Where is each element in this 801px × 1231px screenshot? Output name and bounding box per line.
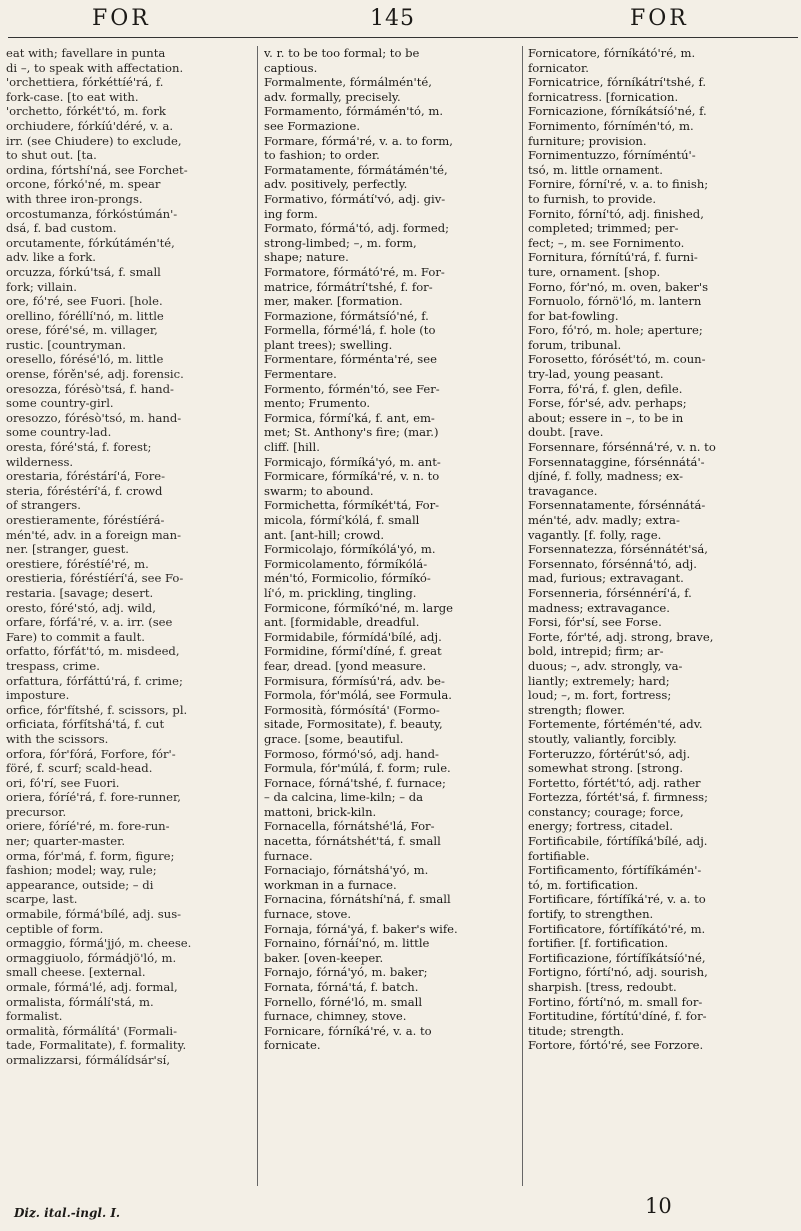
dictionary-line: orestieria, fóréstíérí'á, see Fo- bbox=[6, 571, 184, 586]
dictionary-line: Fornata, fórná'tá, f. batch. bbox=[264, 980, 419, 994]
dictionary-line: Fortore, fórtó'ré, see Forzore. bbox=[528, 1038, 704, 1053]
dictionary-line: strength; flower. bbox=[528, 702, 626, 717]
dictionary-line: Formativo, fórmátí'vó, adj. giv- bbox=[264, 191, 446, 206]
dictionary-line: Fornitura, fórnítú'rá, f. furni- bbox=[528, 250, 698, 265]
dictionary-line: titude; strength. bbox=[528, 1023, 625, 1038]
dictionary-line: Formisura, fórmísú'rá, adv. be- bbox=[264, 673, 445, 688]
dictionary-line: Forsennataggine, fórsénnátá'- bbox=[528, 454, 705, 469]
dictionary-line: furniture; provision. bbox=[528, 133, 647, 148]
dictionary-line: Fortezza, fórtét'sá, f. firmness; bbox=[528, 790, 709, 805]
dictionary-line: oriera, fóríé'rá, f. fore-runner, bbox=[6, 790, 181, 805]
dictionary-line: fortifiable. bbox=[528, 848, 590, 863]
dictionary-line: with three iron-prongs. bbox=[6, 191, 143, 206]
dictionary-line: v. r. to be too formal; to be bbox=[264, 46, 420, 60]
dictionary-line: Forte, fór'té, adj. strong, brave, bbox=[528, 629, 714, 644]
dictionary-line: Forosetto, fórósét'tó, m. coun- bbox=[528, 352, 706, 367]
dictionary-line: doubt. [rave. bbox=[528, 425, 604, 440]
dictionary-line: plant trees); swelling. bbox=[264, 337, 393, 352]
dictionary-line: Fornuolo, fórnö'ló, m. lantern bbox=[528, 294, 702, 309]
dictionary-line: irr. (see Chiudere) to exclude, bbox=[6, 133, 182, 148]
dictionary-line: ture, ornament. [shop. bbox=[528, 264, 661, 279]
dictionary-line: orfattura, fórfáttú'rá, f. crime; bbox=[6, 673, 183, 688]
dictionary-line: Forra, fó'rá, f. glen, defile. bbox=[528, 381, 683, 396]
dictionary-line: completed; trimmed; per- bbox=[528, 221, 679, 236]
dictionary-line: Forsennato, fórsénná'tó, adj. bbox=[528, 556, 697, 571]
dictionary-line: Formosità, fórmósítá' (Formo- bbox=[264, 702, 440, 717]
dictionary-line: formalist. bbox=[6, 1009, 63, 1024]
dictionary-line: duous; –, adv. strongly, va- bbox=[528, 658, 683, 673]
dictionary-line: ormalista, fórmálí'stá, m. bbox=[6, 994, 154, 1009]
dictionary-line: Formella, fórmé'lá, f. hole (to bbox=[264, 323, 436, 338]
dictionary-line: vagantly. [f. folly, rage. bbox=[528, 527, 662, 542]
dictionary-line: Fornajo, fórná'yó, m. baker; bbox=[264, 965, 428, 980]
dictionary-line: oresozzo, fórésò'tsó, m. hand- bbox=[6, 410, 182, 425]
dictionary-line: Forsi, fór'sí, see Forse. bbox=[528, 615, 662, 630]
dictionary-line: adv. formally, precisely. bbox=[264, 89, 401, 104]
dictionary-line: ori, fó'rí, see Fuori. bbox=[6, 775, 120, 790]
dictionary-line: Fornello, fórné'ló, m. small bbox=[264, 994, 423, 1009]
dictionary-line: madness; extravagance. bbox=[528, 600, 670, 615]
dictionary-line: forum, tribunal. bbox=[528, 337, 622, 352]
dictionary-line: ordina, fórtshí'ná, see Forchet- bbox=[6, 162, 188, 177]
dictionary-line: – da calcina, lime-kiln; – da bbox=[264, 790, 424, 805]
dictionary-line: ormale, fórmá'lé, adj. formal, bbox=[6, 980, 178, 994]
dictionary-line: orese, fóré'sé, m. villager, bbox=[6, 323, 158, 338]
dictionary-line: Fornito, fórní'tó, adj. finished, bbox=[528, 206, 704, 221]
dictionary-line: Formicolajo, fórmíkólá'yó, m. bbox=[264, 542, 436, 557]
dictionary-line: fornicator. bbox=[528, 60, 589, 75]
dictionary-line: Fornaja, fórná'yá, f. baker's wife. bbox=[264, 921, 458, 936]
dictionary-line: orfare, fórfá'ré, v. a. irr. (see bbox=[6, 615, 173, 630]
dictionary-line: Forse, fór'sé, adv. perhaps; bbox=[528, 396, 687, 411]
dictionary-line: adv. positively, perfectly. bbox=[264, 177, 408, 192]
dictionary-line: ant. [ant-hill; crowd. bbox=[264, 527, 385, 542]
dictionary-line: Formicare, fórmíká'ré, v. n. to bbox=[264, 469, 440, 484]
dictionary-line: trespass, crime. bbox=[6, 658, 100, 673]
dictionary-line: precursor. bbox=[6, 804, 67, 819]
dictionary-line: ormabile, fórmá'bílé, adj. sus- bbox=[6, 907, 182, 922]
dictionary-line: mento; Frumento. bbox=[264, 396, 371, 411]
footer-signature-text: Diz. ital.-ingl. I. bbox=[14, 1206, 121, 1220]
dictionary-line: eat with; favellare in punta bbox=[6, 46, 166, 60]
dictionary-line: sharpish. [tress, redoubt. bbox=[528, 980, 677, 994]
dictionary-line: föré, f. scurf; scald-head. bbox=[6, 761, 153, 776]
dictionary-line: strong-limbed; –, m. form, bbox=[264, 235, 417, 250]
dictionary-line: loud; –, m. fort, fortress; bbox=[528, 688, 672, 703]
dictionary-line: imposture. bbox=[6, 688, 70, 703]
dictionary-line: appearance, outside; – di bbox=[6, 877, 154, 892]
dictionary-line: orma, fór'má, f. form, figure; bbox=[6, 848, 175, 863]
dictionary-line: some country-girl. bbox=[6, 396, 114, 411]
dictionary-line: shape; nature. bbox=[264, 250, 349, 265]
dictionary-line: energy; fortress, citadel. bbox=[528, 819, 673, 834]
dictionary-line: Formento, fórmén'tó, see Fer- bbox=[264, 381, 440, 396]
dictionary-line: Formatore, fórmátó'ré, m. For- bbox=[264, 264, 445, 279]
dictionary-line: somewhat strong. [strong. bbox=[528, 761, 684, 776]
dictionary-line: ant. [formidable, dreadful. bbox=[264, 615, 420, 630]
dictionary-line: mattoni, brick-kiln. bbox=[264, 804, 377, 819]
dictionary-line: orfice, fór'fítshé, f. scissors, pl. bbox=[6, 702, 188, 717]
dictionary-line: Formatamente, fórmátámén'té, bbox=[264, 162, 448, 177]
dictionary-line: furnace. bbox=[264, 848, 313, 863]
column-middle bbox=[264, 46, 516, 1053]
dictionary-line: grace. [some, beautiful. bbox=[264, 731, 404, 746]
dictionary-line: ing form. bbox=[264, 206, 318, 221]
dictionary-line: Forsenneria, fórsénnérí'á, f. bbox=[528, 585, 692, 600]
dictionary-line: Fortetto, fórtét'tó, adj. rather bbox=[528, 775, 701, 790]
dictionary-line: try-lad, young peasant. bbox=[528, 367, 664, 382]
dictionary-line: Formicajo, fórmíká'yó, m. ant- bbox=[264, 454, 441, 469]
page-header bbox=[0, 0, 801, 40]
dictionary-line: lí'ó, m. prickling, tingling. bbox=[264, 585, 417, 600]
dictionary-line: captious. bbox=[264, 60, 318, 75]
dictionary-line: orense, fórěn'sé, adj. forensic. bbox=[6, 367, 184, 382]
dictionary-line: fear, dread. [yond measure. bbox=[264, 658, 427, 673]
dictionary-line: oresozza, fórésò'tsá, f. hand- bbox=[6, 381, 174, 396]
dictionary-line: swarm; to abound. bbox=[264, 483, 374, 498]
running-head-left: FOR bbox=[92, 6, 151, 31]
dictionary-line: steria, fóréstérí'á, f. crowd bbox=[6, 483, 163, 498]
dictionary-line: furnace, stove. bbox=[264, 907, 352, 922]
dictionary-line: ormalizzarsi, fórmálídsár'sí, bbox=[6, 1052, 171, 1067]
dictionary-line: oresto, fóré'stó, adj. wild, bbox=[6, 600, 156, 615]
dictionary-line: about; essere in –, to be in bbox=[528, 410, 684, 425]
dictionary-line: fornicate. bbox=[264, 1038, 321, 1053]
printer-signature-number: 10 bbox=[645, 1194, 672, 1218]
dictionary-line: orficiata, fórfítshá'tá, f. cut bbox=[6, 717, 165, 732]
dictionary-line: oresello, fórésé'ló, m. little bbox=[6, 352, 164, 367]
dictionary-line: Forsennatezza, fórsénnátét'sá, bbox=[528, 542, 708, 557]
dictionary-line: Fermentare. bbox=[264, 367, 337, 382]
dictionary-line: ore, fó'ré, see Fuori. [hole. bbox=[6, 294, 163, 309]
dictionary-line: mad, furious; extravagant. bbox=[528, 571, 684, 586]
dictionary-line: di –, to speak with affectation. bbox=[6, 60, 184, 75]
dictionary-line: oresta, fóré'stá, f. forest; bbox=[6, 440, 152, 455]
dictionary-line: Foro, fó'ró, m. hole; aperture; bbox=[528, 323, 703, 338]
dictionary-line: with the scissors. bbox=[6, 731, 109, 746]
dictionary-line: stoutly, valiantly, forcibly. bbox=[528, 731, 677, 746]
dictionary-line: Formentare, fórménta'ré, see bbox=[264, 352, 437, 367]
dictionary-line: Fortificamento, fórtífíkámén'- bbox=[528, 863, 702, 878]
dictionary-line: Formare, fórmá'ré, v. a. to form, bbox=[264, 133, 453, 148]
dictionary-line: micola, fórmí'kólá, f. small bbox=[264, 513, 420, 527]
dictionary-line: fortifier. [f. fortification. bbox=[528, 936, 669, 951]
dictionary-line: orcostumanza, fórkóstúmán'- bbox=[6, 206, 178, 221]
dictionary-line: fork; villain. bbox=[6, 279, 77, 294]
dictionary-line: Fornicazione, fórníkátsíó'né, f. bbox=[528, 104, 707, 119]
dictionary-line: fashion; model; way, rule; bbox=[6, 863, 157, 878]
dictionary-line: fect; –, m. see Fornimento. bbox=[528, 235, 685, 250]
dictionary-line: see Formazione. bbox=[264, 118, 361, 133]
dictionary-line: Fortitudine, fórtítú'díné, f. for- bbox=[528, 1009, 707, 1024]
dictionary-line: adv. like a fork. bbox=[6, 250, 96, 265]
dictionary-line: cliff. [hill. bbox=[264, 440, 320, 455]
column-right bbox=[528, 46, 796, 1053]
dictionary-line: Fornaciajo, fórnátshá'yó, m. bbox=[264, 863, 429, 878]
dictionary-line: Fare) to commit a fault. bbox=[6, 629, 145, 644]
dictionary-line: Forsennatamente, fórsénnátá- bbox=[528, 498, 706, 513]
dictionary-line: Fornaino, fórnáí'nó, m. little bbox=[264, 936, 430, 951]
dictionary-line: orfora, fór'fórá, Forfore, fór'- bbox=[6, 746, 176, 761]
dictionary-line: met; St. Anthony's fire; (mar.) bbox=[264, 425, 439, 440]
dictionary-line: Forsennare, fórsénná'ré, v. n. to bbox=[528, 440, 716, 455]
dictionary-line: Fornimentuzzo, fórníméntú'- bbox=[528, 148, 696, 163]
dictionary-line: restaria. [savage; desert. bbox=[6, 585, 154, 600]
dictionary-line: dsá, f. bad custom. bbox=[6, 221, 117, 236]
dictionary-line: 'orchetto, fórkét'tó, m. fork bbox=[6, 104, 166, 119]
dictionary-line: mén'tó, Formicolio, fórmíkó- bbox=[264, 571, 431, 586]
dictionary-line: tó, m. fortification. bbox=[528, 877, 639, 892]
dictionary-line: to fashion; to order. bbox=[264, 148, 380, 163]
dictionary-line: Formichetta, fórmíkét'tá, For- bbox=[264, 498, 440, 513]
dictionary-line: fork-case. [to eat with. bbox=[6, 89, 139, 104]
dictionary-line: Formola, fór'mólá, see Formula. bbox=[264, 688, 452, 703]
dictionary-line: ormaggiuolo, fórmádjö'ló, m. bbox=[6, 950, 177, 965]
dictionary-line: orellino, fóréllí'nó, m. little bbox=[6, 308, 164, 323]
dictionary-line: orchiudere, fórkíú'déré, v. a. bbox=[6, 118, 174, 133]
running-head-right: FOR bbox=[630, 6, 689, 31]
dictionary-line: Formicolamento, fórmíkólá- bbox=[264, 556, 428, 571]
dictionary-line: Formidabile, fórmídá'bílé, adj. bbox=[264, 629, 442, 644]
dictionary-line: Formica, fórmí'ká, f. ant, em- bbox=[264, 410, 435, 425]
dictionary-line: mén'té, adv. in a foreign man- bbox=[6, 527, 181, 542]
dictionary-line: Fortificabile, fórtífíká'bílé, adj. bbox=[528, 834, 708, 849]
dictionary-line: baker. [oven-keeper. bbox=[264, 950, 384, 965]
dictionary-line: Fornicatrice, fórníkátrí'tshé, f. bbox=[528, 75, 707, 90]
dictionary-line: ormaggio, fórmá'jjó, m. cheese. bbox=[6, 936, 192, 951]
dictionary-line: furnace, chimney, stove. bbox=[264, 1009, 407, 1024]
dictionary-line: oriere, fóríé'ré, m. fore-run- bbox=[6, 819, 170, 834]
dictionary-line: Fornacella, fórnátshé'lá, For- bbox=[264, 819, 435, 834]
dictionary-line: 'orchettiera, fórkéttíé'rá, f. bbox=[6, 75, 164, 90]
dictionary-line: rustic. [countryman. bbox=[6, 337, 126, 352]
dictionary-line: bold, intrepid; firm; ar- bbox=[528, 644, 664, 659]
dictionary-line: tsó, m. little ornament. bbox=[528, 162, 663, 177]
dictionary-line: Fortificare, fórtífíká'ré, v. a. to bbox=[528, 892, 706, 907]
dictionary-line: Fortino, fórtí'nó, m. small for- bbox=[528, 994, 703, 1009]
dictionary-line: Fornimento, fórnímén'tó, m. bbox=[528, 118, 694, 133]
dictionary-line: sitade, Formositate), f. beauty, bbox=[264, 717, 443, 732]
dictionary-line: Fortificatore, fórtífíkátó'ré, m. bbox=[528, 921, 706, 936]
dictionary-line: Fornacina, fórnátshí'ná, f. small bbox=[264, 892, 451, 907]
dictionary-line: scarpe, last. bbox=[6, 892, 78, 907]
dictionary-line: Forteruzzo, fórtérút'só, adj. bbox=[528, 746, 691, 761]
dictionary-line: orestieramente, fóréstíérá- bbox=[6, 513, 165, 527]
header-rule bbox=[8, 37, 798, 38]
page-number: 145 bbox=[370, 6, 415, 31]
column-divider-right bbox=[522, 46, 523, 1186]
dictionary-line: ormalità, fórmálítá' (Formali- bbox=[6, 1023, 178, 1038]
dictionary-line: mer, maker. [formation. bbox=[264, 294, 403, 309]
dictionary-line: Fortigno, fórtí'nó, adj. sourish, bbox=[528, 965, 708, 980]
dictionary-line: for bat-fowling. bbox=[528, 308, 619, 323]
dictionary-line: to shut out. [ta. bbox=[6, 148, 97, 163]
dictionary-line: orcutamente, fórkútámén'té, bbox=[6, 235, 175, 250]
dictionary-line: orcuzza, fórkú'tsá, f. small bbox=[6, 264, 161, 279]
dictionary-line: constancy; courage; force, bbox=[528, 804, 684, 819]
dictionary-line: fornicatress. [fornication. bbox=[528, 89, 679, 104]
dictionary-line: Fornire, fórní'ré, v. a. to finish; bbox=[528, 177, 709, 192]
dictionary-line: orestiere, fóréstíé'ré, m. bbox=[6, 556, 149, 571]
dictionary-line: Formicone, fórmíkó'né, m. large bbox=[264, 600, 454, 615]
dictionary-line: workman in a furnace. bbox=[264, 877, 397, 892]
dictionary-line: small cheese. [external. bbox=[6, 965, 146, 980]
dictionary-line: Fornace, fórná'tshé, f. furnace; bbox=[264, 775, 446, 790]
dictionary-line: ner. [stranger, guest. bbox=[6, 542, 129, 557]
dictionary-line: travagance. bbox=[528, 483, 598, 498]
dictionary-line: Formoso, fórmó'só, adj. hand- bbox=[264, 746, 439, 761]
dictionary-line: mén'té, adv. madly; extra- bbox=[528, 513, 680, 527]
column-left bbox=[0, 46, 250, 1068]
dictionary-line: liantly; extremely; hard; bbox=[528, 673, 670, 688]
dictionary-line: Fornicatore, fórníkátó'ré, m. bbox=[528, 46, 696, 60]
dictionary-line: to furnish, to provide. bbox=[528, 191, 657, 206]
dictionary-line: of strangers. bbox=[6, 498, 81, 513]
dictionary-line: Formamento, fórmámén'tó, m. bbox=[264, 104, 444, 119]
dictionary-line: Formazione, fórmátsíó'né, f. bbox=[264, 308, 429, 323]
dictionary-line: Fortificazione, fórtífíkátsíó'né, bbox=[528, 950, 706, 965]
dictionary-line: Formidine, fórmí'díné, f. great bbox=[264, 644, 442, 659]
dictionary-line: wilderness. bbox=[6, 454, 74, 469]
dictionary-line: orcone, fórkó'né, m. spear bbox=[6, 177, 161, 192]
column-divider-left bbox=[257, 46, 258, 1186]
dictionary-line: Formalmente, fórmálmén'té, bbox=[264, 75, 432, 90]
dictionary-line: orfatto, fórfát'tó, m. misdeed, bbox=[6, 644, 180, 659]
dictionary-line: ceptible of form. bbox=[6, 921, 104, 936]
dictionary-line: Formula, fór'múlá, f. form; rule. bbox=[264, 761, 451, 776]
dictionary-line: orestaria, fóréstárí'á, Fore- bbox=[6, 469, 166, 484]
dictionary-line: Formato, fórmá'tó, adj. formed; bbox=[264, 221, 450, 236]
dictionary-line: Forno, fór'nó, m. oven, baker's bbox=[528, 279, 709, 294]
dictionary-line: fortify, to strengthen. bbox=[528, 907, 654, 922]
dictionary-line: some country-lad. bbox=[6, 425, 112, 440]
dictionary-line: Fornicare, fórníká'ré, v. a. to bbox=[264, 1023, 432, 1038]
dictionary-line: nacetta, fórnátshét'tá, f. small bbox=[264, 834, 441, 849]
dictionary-line: Fortemente, fórtémén'té, adv. bbox=[528, 717, 703, 732]
dictionary-line: ner; quarter-master. bbox=[6, 834, 126, 849]
dictionary-line: tade, Formalitate), f. formality. bbox=[6, 1038, 187, 1053]
dictionary-line: djíné, f. folly, madness; ex- bbox=[528, 469, 683, 484]
dictionary-line: matrice, fórmátrí'tshé, f. for- bbox=[264, 279, 433, 294]
